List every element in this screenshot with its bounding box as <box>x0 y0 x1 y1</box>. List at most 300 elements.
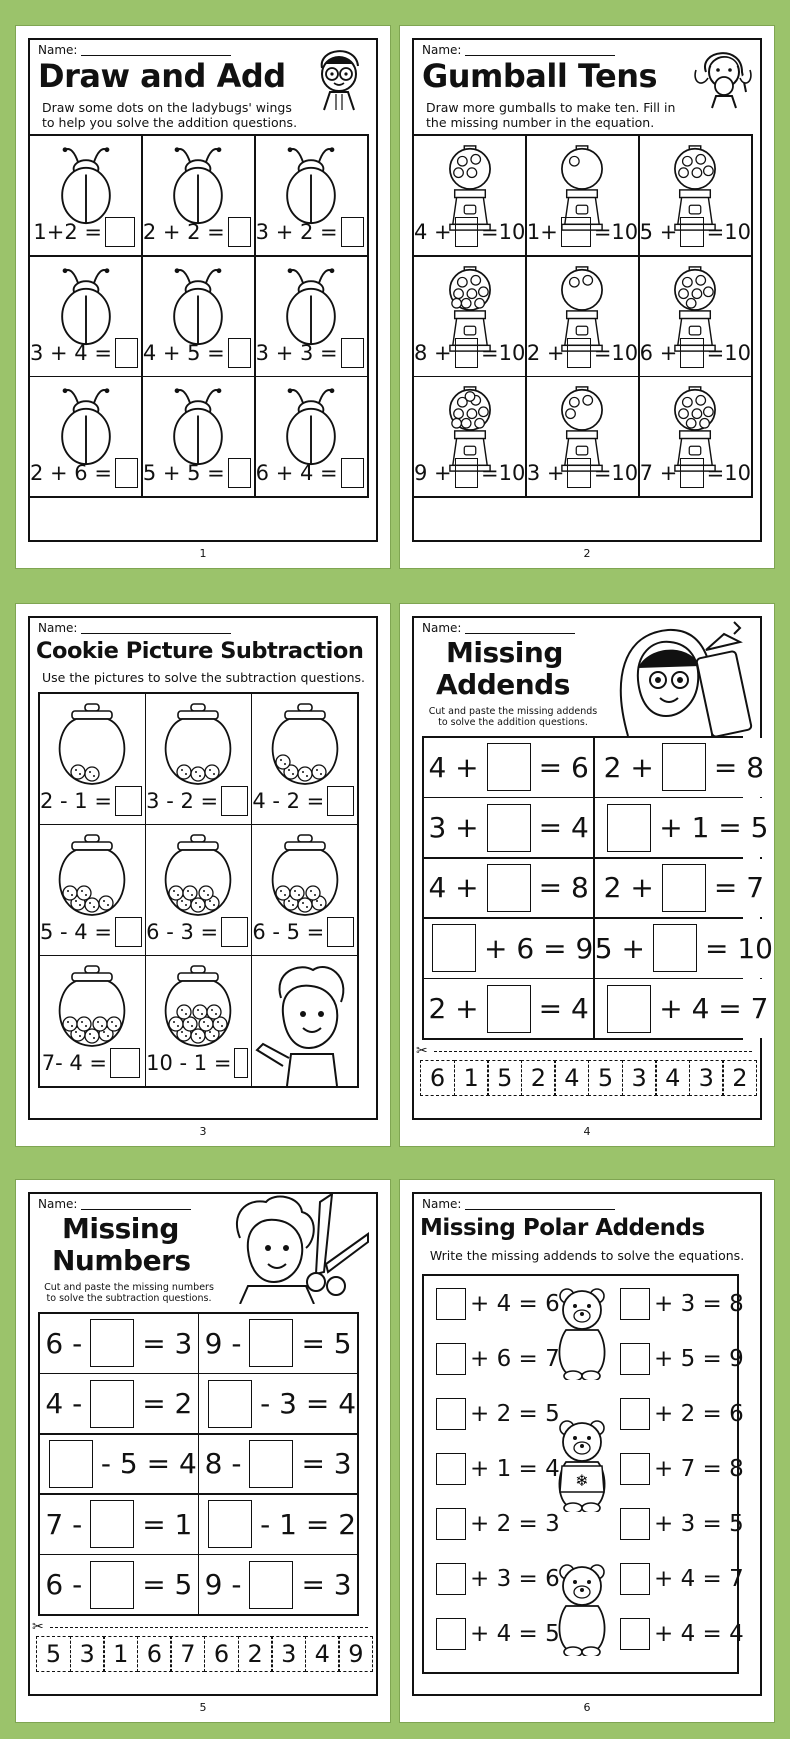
polar-equation <box>620 1398 744 1430</box>
page-number: 6 <box>583 1701 591 1714</box>
polar-equation <box>620 1288 744 1320</box>
polar-equation <box>620 1508 744 1540</box>
answer-box[interactable] <box>234 1048 247 1078</box>
equation-right: =10 <box>706 340 751 365</box>
page-title: Gumball Tens <box>422 57 658 95</box>
problem-cell <box>40 694 145 824</box>
page-title: Draw and Add <box>38 57 286 95</box>
equation-cell <box>595 859 773 918</box>
equation-text: + 2 = 5 <box>470 1401 560 1427</box>
answer-box[interactable] <box>436 1563 466 1595</box>
problem-cell <box>256 377 367 496</box>
instructions: Draw some dots on the ladybugs' wings to help you solve the addition questions. <box>42 100 298 130</box>
problem-cell <box>146 694 251 824</box>
problem-cell <box>146 825 251 955</box>
equation-text: + 6 = 7 <box>470 1346 560 1372</box>
equation-text: 6 - 3 = <box>146 919 219 944</box>
equation-text: 3 + 3 = <box>255 340 338 365</box>
equation-left: 2 + <box>428 992 479 1026</box>
equation-left: 9 - <box>204 1326 242 1360</box>
problem-cell <box>30 377 141 496</box>
equation-text: 1+2 = <box>33 220 102 244</box>
name-field <box>422 1197 615 1211</box>
cut-out-number-tile[interactable]: 5 <box>36 1636 71 1672</box>
equation-text: 2 + 6 = <box>30 461 112 485</box>
cookie-jar-icon <box>159 702 237 788</box>
problem-cell <box>30 257 141 376</box>
equation-text: + 4 = 6 <box>470 1291 560 1317</box>
answer-box[interactable] <box>680 217 703 247</box>
worksheet-page-6 <box>400 1180 774 1722</box>
equation-text: + 3 = 6 <box>470 1566 560 1592</box>
addition-equation <box>143 217 254 247</box>
equation-cell <box>424 979 593 1038</box>
equation-left: 2 + <box>603 750 654 784</box>
problem-cell <box>143 257 254 376</box>
cut-line <box>50 1627 368 1628</box>
cut-out-number-tile[interactable]: 3 <box>271 1636 306 1672</box>
equation-cell <box>40 1374 198 1433</box>
answer-box[interactable] <box>436 1453 466 1485</box>
addition-equation <box>143 458 254 488</box>
paste-box[interactable] <box>487 804 531 852</box>
subtraction-equation <box>252 786 357 816</box>
page-frame <box>28 38 378 542</box>
cut-out-number-tile[interactable]: 6 <box>420 1060 455 1096</box>
make-ten-equation <box>414 458 525 488</box>
answer-box[interactable] <box>341 217 364 247</box>
name-field <box>422 43 615 57</box>
paste-box[interactable] <box>607 985 651 1033</box>
page-frame <box>28 616 378 1120</box>
problem-cell <box>256 257 367 376</box>
equation-text: 7- 4 = <box>41 1051 107 1075</box>
answer-box[interactable] <box>228 338 251 368</box>
answer-box[interactable] <box>620 1343 650 1375</box>
name-field <box>38 621 231 635</box>
make-ten-equation <box>414 338 525 368</box>
page-frame <box>412 38 762 542</box>
polar-equation <box>620 1453 744 1485</box>
page-number: 2 <box>583 547 591 560</box>
answer-box[interactable] <box>620 1508 650 1540</box>
answer-box[interactable] <box>620 1288 650 1320</box>
equation-text: + 4 = 4 <box>654 1621 744 1647</box>
ladybug-icon <box>163 385 233 467</box>
answer-box[interactable] <box>341 338 364 368</box>
worksheet-page-3 <box>16 604 390 1146</box>
make-ten-equation <box>640 458 751 488</box>
answer-box[interactable] <box>221 786 248 816</box>
equation-text: + 5 = 9 <box>654 1346 744 1372</box>
answer-box[interactable] <box>436 1343 466 1375</box>
answer-box[interactable] <box>620 1398 650 1430</box>
equation-right: - 5 = 4 <box>100 1447 197 1481</box>
equation-cell <box>199 1314 357 1373</box>
page-number: 5 <box>199 1701 207 1714</box>
equation-left: 4 - <box>45 1387 83 1421</box>
answer-box[interactable] <box>455 338 478 368</box>
equation-cell <box>40 1495 198 1554</box>
cut-out-number-tile[interactable]: 7 <box>170 1636 205 1672</box>
problem-cell <box>30 136 141 255</box>
equation-cell <box>424 859 593 918</box>
equation-right: =10 <box>593 461 639 485</box>
worksheet-page-2 <box>400 26 774 568</box>
problem-cell <box>527 257 638 376</box>
page-title: Cookie Picture Subtraction <box>36 638 364 664</box>
paste-box[interactable] <box>607 804 651 852</box>
equation-right: =10 <box>706 220 751 244</box>
equation-left: 5 + <box>639 220 678 244</box>
paste-box[interactable] <box>653 924 697 972</box>
equation-left: 8 + <box>414 340 452 365</box>
page-frame <box>412 616 773 1120</box>
instructions: Draw more gumballs to make ten. Fill in the missing number in the equation. <box>426 100 676 130</box>
scissors-icon: ✂ <box>32 1619 44 1635</box>
equation-right: + 4 = 7 <box>659 992 769 1026</box>
polar-equation <box>436 1618 560 1650</box>
subtraction-equation <box>146 1048 251 1078</box>
equation-right: =10 <box>481 340 526 365</box>
equation-cell <box>40 1435 198 1494</box>
equation-left: 4 + <box>428 750 479 784</box>
cut-out-number-tile[interactable]: 6 <box>137 1636 172 1672</box>
cut-out-number-tile[interactable]: 4 <box>554 1060 589 1096</box>
equation-right: = 8 <box>538 871 589 905</box>
subtraction-equation <box>40 786 145 816</box>
name-label: Name: <box>422 621 462 635</box>
page-number: 4 <box>583 1125 591 1138</box>
make-ten-equation <box>527 458 638 488</box>
equation-cell <box>424 798 593 857</box>
cut-out-number-tile[interactable]: 9 <box>338 1636 373 1672</box>
ladybug-icon <box>163 265 233 347</box>
polar-equation <box>436 1398 560 1430</box>
equation-text: + 2 = 6 <box>654 1401 744 1427</box>
problem-cell <box>252 694 357 824</box>
equation-left: 2 + <box>526 340 565 365</box>
equation-text: 3 + 2 = <box>255 220 338 244</box>
equation-cell <box>424 919 593 978</box>
cut-out-number-tile[interactable]: 3 <box>70 1636 105 1672</box>
answer-box[interactable] <box>341 458 364 488</box>
polar-equation <box>620 1618 744 1650</box>
equation-cell <box>40 1314 198 1373</box>
paste-box[interactable] <box>432 924 476 972</box>
polar-equation <box>620 1563 744 1595</box>
problem-cell <box>414 136 525 255</box>
cut-out-number-tile[interactable]: 1 <box>454 1060 489 1096</box>
ladybug-grid <box>28 134 369 498</box>
boy-with-glasses-icon <box>310 44 368 112</box>
answer-box[interactable] <box>115 786 142 816</box>
addition-equation <box>256 338 367 368</box>
equation-text: 3 - 2 = <box>146 788 219 813</box>
answer-box[interactable] <box>110 1048 140 1078</box>
equation-right: = 5 <box>142 1568 193 1602</box>
cookie-jar-icon <box>266 702 344 788</box>
answer-box[interactable] <box>115 917 142 947</box>
page-frame <box>28 1192 378 1696</box>
equation-text: + 3 = 8 <box>654 1291 744 1317</box>
polar-equations-panel <box>422 1274 744 1674</box>
equation-cell <box>595 979 773 1038</box>
equation-left: 6 + <box>639 340 678 365</box>
cut-line <box>434 1051 752 1052</box>
ladybug-icon <box>276 265 346 347</box>
addition-equation <box>30 458 141 488</box>
equation-left: 2 + <box>603 871 654 905</box>
equation-right: = 7 <box>713 871 765 905</box>
equation-text: + 4 = 5 <box>470 1621 560 1647</box>
worksheet-page-4 <box>400 604 774 1146</box>
equation-right: = 3 <box>142 1326 193 1360</box>
equation-right: = 10 <box>704 931 773 965</box>
page-title-line-1: Missing <box>62 1212 179 1245</box>
page-title-line-2: Addends <box>436 668 570 701</box>
answer-box[interactable] <box>567 458 590 488</box>
cut-out-number-tile[interactable]: 1 <box>103 1636 138 1672</box>
cut-out-number-tile[interactable]: 5 <box>588 1060 623 1096</box>
instructions: Use the pictures to solve the subtraction questions. <box>42 670 366 685</box>
equation-right: = 1 <box>142 1507 193 1541</box>
cookie-jar-icon <box>53 833 131 919</box>
equation-right: = 3 <box>301 1447 352 1481</box>
cut-out-number-tile[interactable]: 2 <box>521 1060 556 1096</box>
equation-right: =10 <box>481 461 526 485</box>
paste-box[interactable] <box>249 1440 293 1488</box>
paste-box[interactable] <box>487 743 531 791</box>
cut-out-number-tile[interactable]: 4 <box>655 1060 690 1096</box>
answer-box[interactable] <box>567 338 590 368</box>
answer-box[interactable] <box>228 217 251 247</box>
equation-cell <box>199 1374 357 1433</box>
scissors-icon: ✂ <box>416 1043 428 1059</box>
paste-box[interactable] <box>487 985 531 1033</box>
equation-cell <box>595 919 773 978</box>
answer-box[interactable] <box>561 217 591 247</box>
cut-out-number-tile[interactable]: 3 <box>622 1060 657 1096</box>
polar-equation <box>436 1343 560 1375</box>
answer-box[interactable] <box>620 1453 650 1485</box>
equation-left: 9 - <box>204 1568 242 1602</box>
equation-cell <box>595 798 773 857</box>
instructions: Cut and paste the missing addends to solve the addition questions. <box>428 706 598 728</box>
addition-equation <box>30 338 141 368</box>
problem-cell <box>527 377 638 496</box>
answer-tile-strip <box>36 1636 372 1672</box>
paste-box[interactable] <box>662 864 706 912</box>
equation-text: 5 - 4 = <box>40 919 112 944</box>
equation-left: 1+ <box>526 220 558 244</box>
ladybug-icon <box>51 265 121 347</box>
cut-out-number-tile[interactable]: 2 <box>722 1060 757 1096</box>
name-label: Name: <box>38 621 78 635</box>
polar-equation <box>436 1563 560 1595</box>
equation-text: 2 + 2 = <box>142 220 225 244</box>
answer-box[interactable] <box>327 917 354 947</box>
cut-out-number-tile[interactable]: 6 <box>204 1636 239 1672</box>
problem-cell <box>143 377 254 496</box>
cookie-jar-icon <box>53 964 131 1050</box>
answer-box[interactable] <box>455 217 478 247</box>
answer-box[interactable] <box>115 458 138 488</box>
addition-equation <box>143 338 254 368</box>
equation-text: 4 + 5 = <box>142 340 225 365</box>
equation-text: + 2 = 3 <box>470 1511 560 1537</box>
equation-cell <box>40 1555 198 1614</box>
cut-out-number-tile[interactable]: 4 <box>305 1636 340 1672</box>
equation-right: = 4 <box>538 811 589 845</box>
ladybug-icon <box>276 385 346 467</box>
answer-box[interactable] <box>436 1508 466 1540</box>
name-field <box>38 1197 191 1211</box>
paste-box[interactable] <box>90 1500 134 1548</box>
equation-right: = 6 <box>538 750 589 784</box>
addition-equation <box>256 217 367 247</box>
worksheet-page-1 <box>16 26 390 568</box>
boy-waving-icon <box>253 958 357 1086</box>
addition-equation <box>30 217 141 247</box>
page-number: 3 <box>199 1125 207 1138</box>
equation-text: 6 + 4 = <box>255 461 338 485</box>
answer-box[interactable] <box>455 458 478 488</box>
equation-left: 7 - <box>45 1507 83 1541</box>
name-field <box>422 621 575 635</box>
ladybug-icon <box>163 144 233 226</box>
equation-right: = 2 <box>142 1387 193 1421</box>
paste-box[interactable] <box>208 1500 252 1548</box>
answer-box[interactable] <box>115 338 138 368</box>
paste-box[interactable] <box>90 1319 134 1367</box>
problem-cell <box>40 956 145 1086</box>
equation-left: 8 - <box>204 1447 242 1481</box>
answer-tile-strip <box>420 1060 756 1096</box>
paste-box[interactable] <box>208 1380 252 1428</box>
polar-equation <box>436 1453 560 1485</box>
subtraction-equation <box>40 1048 145 1078</box>
cut-out-number-tile[interactable]: 5 <box>487 1060 522 1096</box>
cookie-jar-icon <box>159 833 237 919</box>
equation-text: 10 - 1 = <box>146 1051 232 1075</box>
page-title: Missing Polar Addends <box>420 1215 705 1241</box>
paste-box[interactable] <box>249 1561 293 1609</box>
equation-right: =10 <box>481 220 526 244</box>
problem-cell <box>143 136 254 255</box>
worksheet-page-5 <box>16 1180 390 1722</box>
make-ten-equation <box>527 338 638 368</box>
problem-cell <box>640 136 751 255</box>
answer-box[interactable] <box>620 1563 650 1595</box>
answer-box[interactable] <box>680 338 703 368</box>
make-ten-equation <box>414 217 525 247</box>
equation-text: 5 + 5 = <box>142 461 225 485</box>
equation-left: 3 + <box>428 811 479 845</box>
equation-text: + 7 = 8 <box>654 1456 744 1482</box>
problem-cell <box>256 136 367 255</box>
cut-out-number-tile[interactable]: 2 <box>238 1636 273 1672</box>
equation-right: =10 <box>593 220 639 244</box>
girl-blowing-bubble-icon <box>692 42 754 110</box>
cut-out-number-tile[interactable]: 3 <box>689 1060 724 1096</box>
polar-equation <box>436 1508 560 1540</box>
answer-box[interactable] <box>436 1398 466 1430</box>
equation-cell <box>199 1435 357 1494</box>
answer-box[interactable] <box>105 217 135 247</box>
equation-text: 3 + 4 = <box>30 340 112 365</box>
addend-grid <box>422 736 773 1040</box>
equation-left: 7 + <box>639 461 678 485</box>
answer-box[interactable] <box>436 1288 466 1320</box>
paste-box[interactable] <box>90 1380 134 1428</box>
problem-cell <box>414 377 525 496</box>
answer-box[interactable] <box>620 1618 650 1650</box>
paste-box[interactable] <box>249 1319 293 1367</box>
problem-cell <box>252 825 357 955</box>
equation-left: 3 + <box>526 461 565 485</box>
name-label: Name: <box>38 43 78 57</box>
equation-right: = 4 <box>538 992 589 1026</box>
paste-box[interactable] <box>487 864 531 912</box>
equation-text: + 4 = 7 <box>654 1566 744 1592</box>
polar-equation <box>620 1343 744 1375</box>
equation-left: 4 + <box>414 220 452 244</box>
subtraction-equation <box>40 917 145 947</box>
answer-box[interactable] <box>327 786 354 816</box>
equation-text: 4 - 2 = <box>252 788 325 813</box>
answer-box[interactable] <box>680 458 703 488</box>
paste-box[interactable] <box>90 1561 134 1609</box>
equation-right: + 1 = 5 <box>659 811 769 845</box>
ladybug-icon <box>276 144 346 226</box>
equation-right: - 3 = 4 <box>260 1387 357 1421</box>
answer-box[interactable] <box>221 917 248 947</box>
cookie-jar-icon <box>266 833 344 919</box>
cookie-jar-icon <box>53 702 131 788</box>
problem-cell <box>146 956 251 1086</box>
cookie-jar-grid <box>38 692 359 1088</box>
answer-box[interactable] <box>436 1618 466 1650</box>
addition-equation <box>256 458 367 488</box>
boy-with-scissors-icon <box>220 1194 370 1304</box>
equation-cell <box>595 738 773 797</box>
equation-right: =10 <box>706 461 751 485</box>
page-frame <box>412 1192 762 1696</box>
problem-cell <box>640 257 751 376</box>
name-label: Name: <box>422 1197 462 1211</box>
equation-text: + 3 = 5 <box>654 1511 744 1537</box>
equation-left: 5 + <box>594 931 645 965</box>
make-ten-equation <box>640 338 751 368</box>
subtraction-equation <box>146 786 251 816</box>
equation-text: 2 - 1 = <box>40 788 112 813</box>
equation-cell <box>199 1555 357 1614</box>
name-field <box>38 43 231 57</box>
paste-box[interactable] <box>49 1440 93 1488</box>
paste-box[interactable] <box>662 743 706 791</box>
subtraction-equation <box>252 917 357 947</box>
equation-right: + 6 = 9 <box>484 931 594 965</box>
equation-right: - 1 = 2 <box>260 1507 357 1541</box>
boy-waving-cell <box>252 956 357 1086</box>
name-label: Name: <box>422 43 462 57</box>
answer-box[interactable] <box>228 458 251 488</box>
make-ten-equation <box>527 217 638 247</box>
name-label: Name: <box>38 1197 78 1211</box>
equation-left: 6 - <box>45 1326 83 1360</box>
problem-cell <box>40 825 145 955</box>
